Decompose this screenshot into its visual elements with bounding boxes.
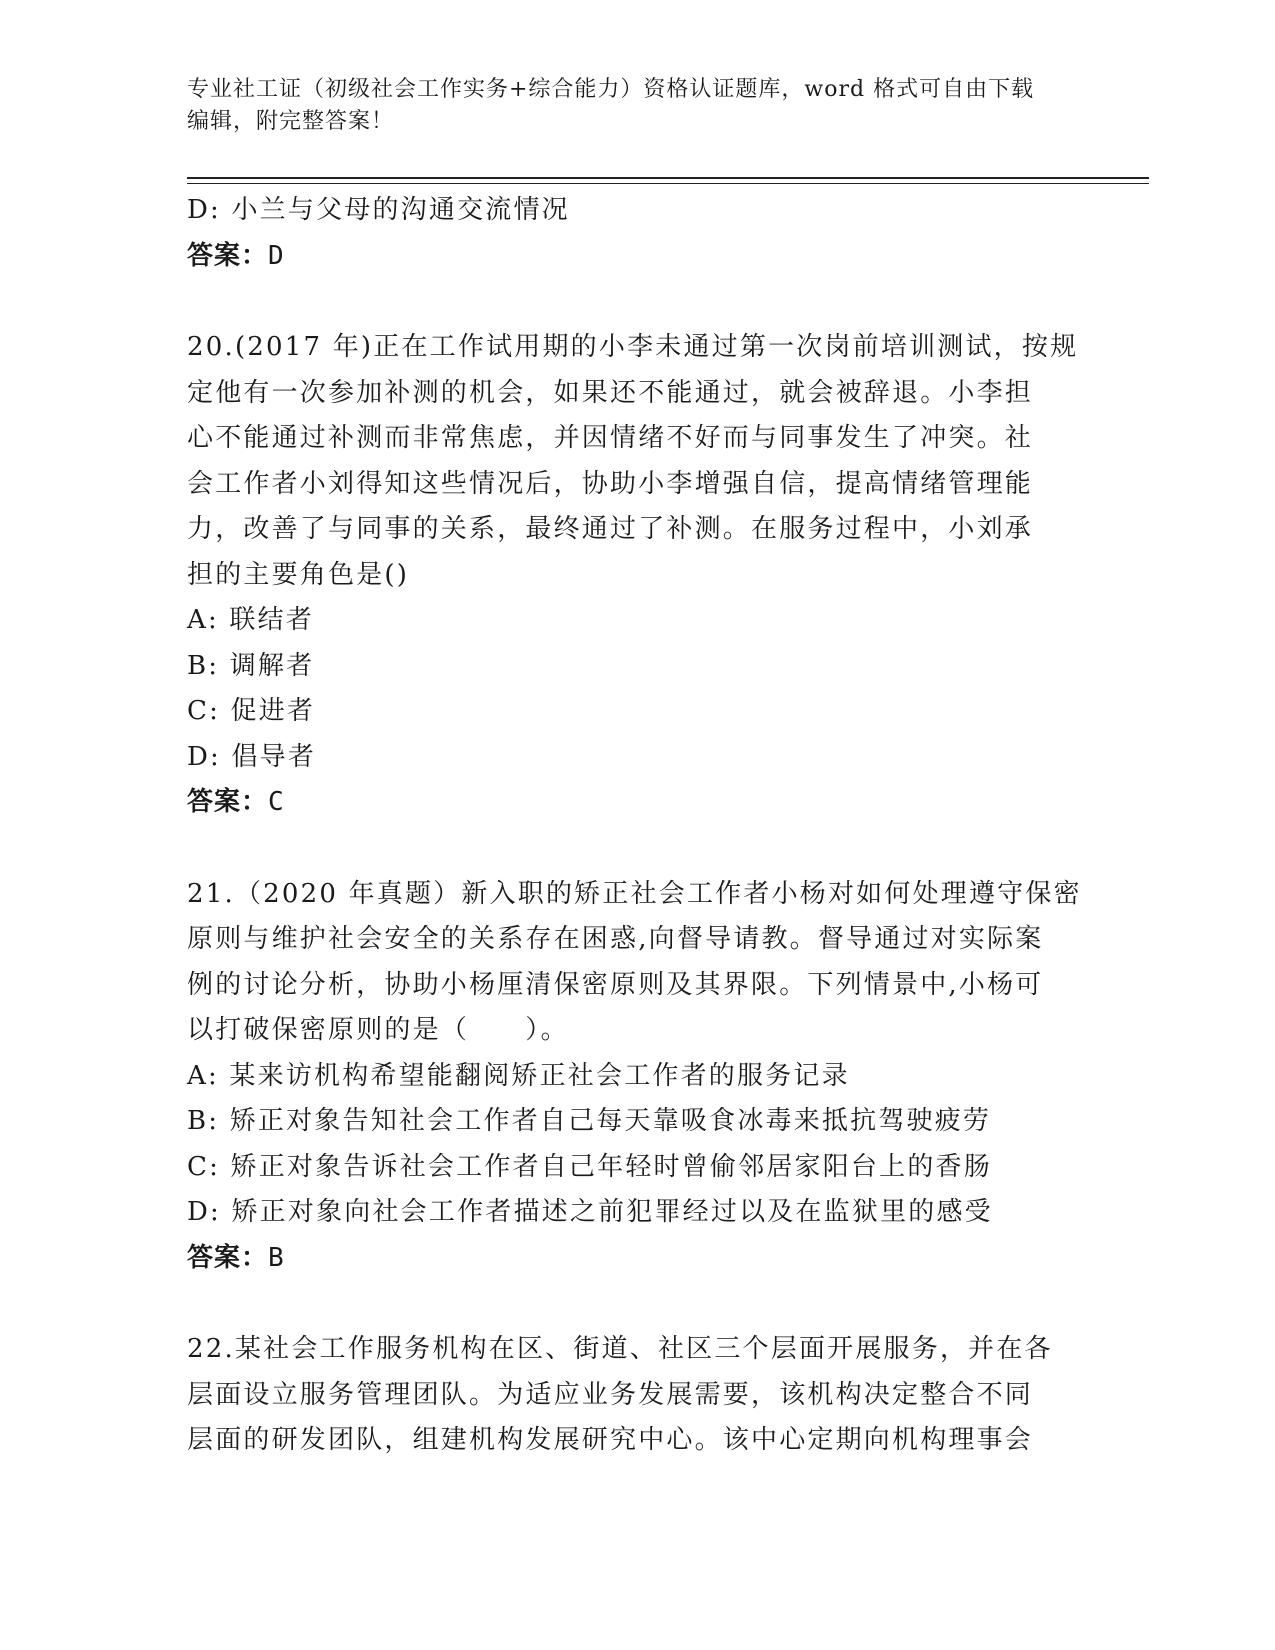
question-stem-line: 例的讨论分析，协助小杨厘清保密原则及其界限。下列情景中,小杨可 bbox=[187, 969, 1044, 1000]
question-stem-line: 担的主要角色是() bbox=[187, 559, 410, 590]
answer bbox=[187, 1236, 1087, 1282]
option-c: C: 促进者 bbox=[187, 696, 316, 726]
answer-label: 答案： bbox=[187, 240, 269, 271]
question-21 bbox=[187, 872, 1087, 1282]
answer-value: D bbox=[268, 240, 286, 271]
option-a: A: 某来访机构希望能翻阅矫正社会工作者的服务记录 bbox=[187, 1060, 850, 1091]
answer bbox=[187, 780, 1087, 826]
question-22 bbox=[187, 1327, 1087, 1464]
question-stem-line: 心不能通过补测而非常焦虑，并因情绪不好而与同事发生了冲突。社 bbox=[187, 423, 1034, 453]
option-d: D: 倡导者 bbox=[187, 741, 317, 772]
header-divider-thin bbox=[187, 183, 1149, 184]
header-line-1: 专业社工证（初级社会工作实务+综合能力）资格认证题库，word 格式可自由下载 bbox=[187, 77, 1035, 102]
question-stem-line: 力，改善了与同事的关系，最终通过了补测。在服务过程中，小刘承 bbox=[187, 514, 1034, 544]
option-d: D: 矫正对象向社会工作者描述之前犯罪经过以及在监狱里的感受 bbox=[187, 1197, 993, 1227]
question-stem-line: 定他有一次参加补测的机会，如果还不能通过，就会被辞退。小李担 bbox=[187, 377, 1034, 408]
question-stem-line: 原则与维护社会安全的关系存在困惑,向督导请教。督导通过对实际案 bbox=[187, 924, 1044, 954]
answer-value: C bbox=[268, 787, 286, 817]
answer-label: 答案： bbox=[187, 787, 269, 817]
question-stem-line: 21.（2020 年真题）新入职的矫正社会工作者小杨对如何处理遵守保密 bbox=[187, 878, 1082, 909]
question-stem-line: 22.某社会工作服务机构在区、街道、社区三个层面开展服务，并在各 bbox=[187, 1334, 1053, 1364]
option-c: C: 矫正对象告诉社会工作者自己年轻时曾偷邻居家阳台上的香肠 bbox=[187, 1151, 992, 1182]
option-a: A: 联结者 bbox=[187, 605, 315, 635]
question-stem-line: 20.(2017 年)正在工作试用期的小李未通过第一次岗前培训测试，按规 bbox=[187, 332, 1079, 362]
answer-label: 答案： bbox=[187, 1242, 269, 1273]
spacer bbox=[187, 1281, 1087, 1327]
page-header bbox=[187, 74, 1087, 138]
prev-option-d: D: 小兰与父母的沟通交流情况 bbox=[187, 195, 570, 225]
question-content bbox=[187, 188, 1087, 1464]
question-stem-line: 以打破保密原则的是（ ）。 bbox=[187, 1015, 569, 1045]
spacer bbox=[187, 279, 1087, 325]
header-line-2: 编辑，附完整答案！ bbox=[187, 109, 395, 134]
header-divider-thick bbox=[187, 177, 1149, 179]
option-b: B: 矫正对象告知社会工作者自己每天靠吸食冰毒来抵抗驾驶疲劳 bbox=[187, 1106, 992, 1136]
option-b: B: 调解者 bbox=[187, 650, 315, 681]
question-stem-line: 会工作者小刘得知这些情况后，协助小李增强自信，提高情绪管理能 bbox=[187, 468, 1034, 499]
answer-value: B bbox=[268, 1242, 286, 1273]
question-20 bbox=[187, 325, 1087, 826]
question-stem-line: 层面的研发团队，组建机构发展研究中心。该中心定期向机构理事会 bbox=[187, 1425, 1034, 1455]
spacer bbox=[187, 826, 1087, 872]
question-stem-line: 层面设立服务管理团队。为适应业务发展需要，该机构决定整合不同 bbox=[187, 1379, 1034, 1410]
prev-answer bbox=[187, 234, 1087, 280]
